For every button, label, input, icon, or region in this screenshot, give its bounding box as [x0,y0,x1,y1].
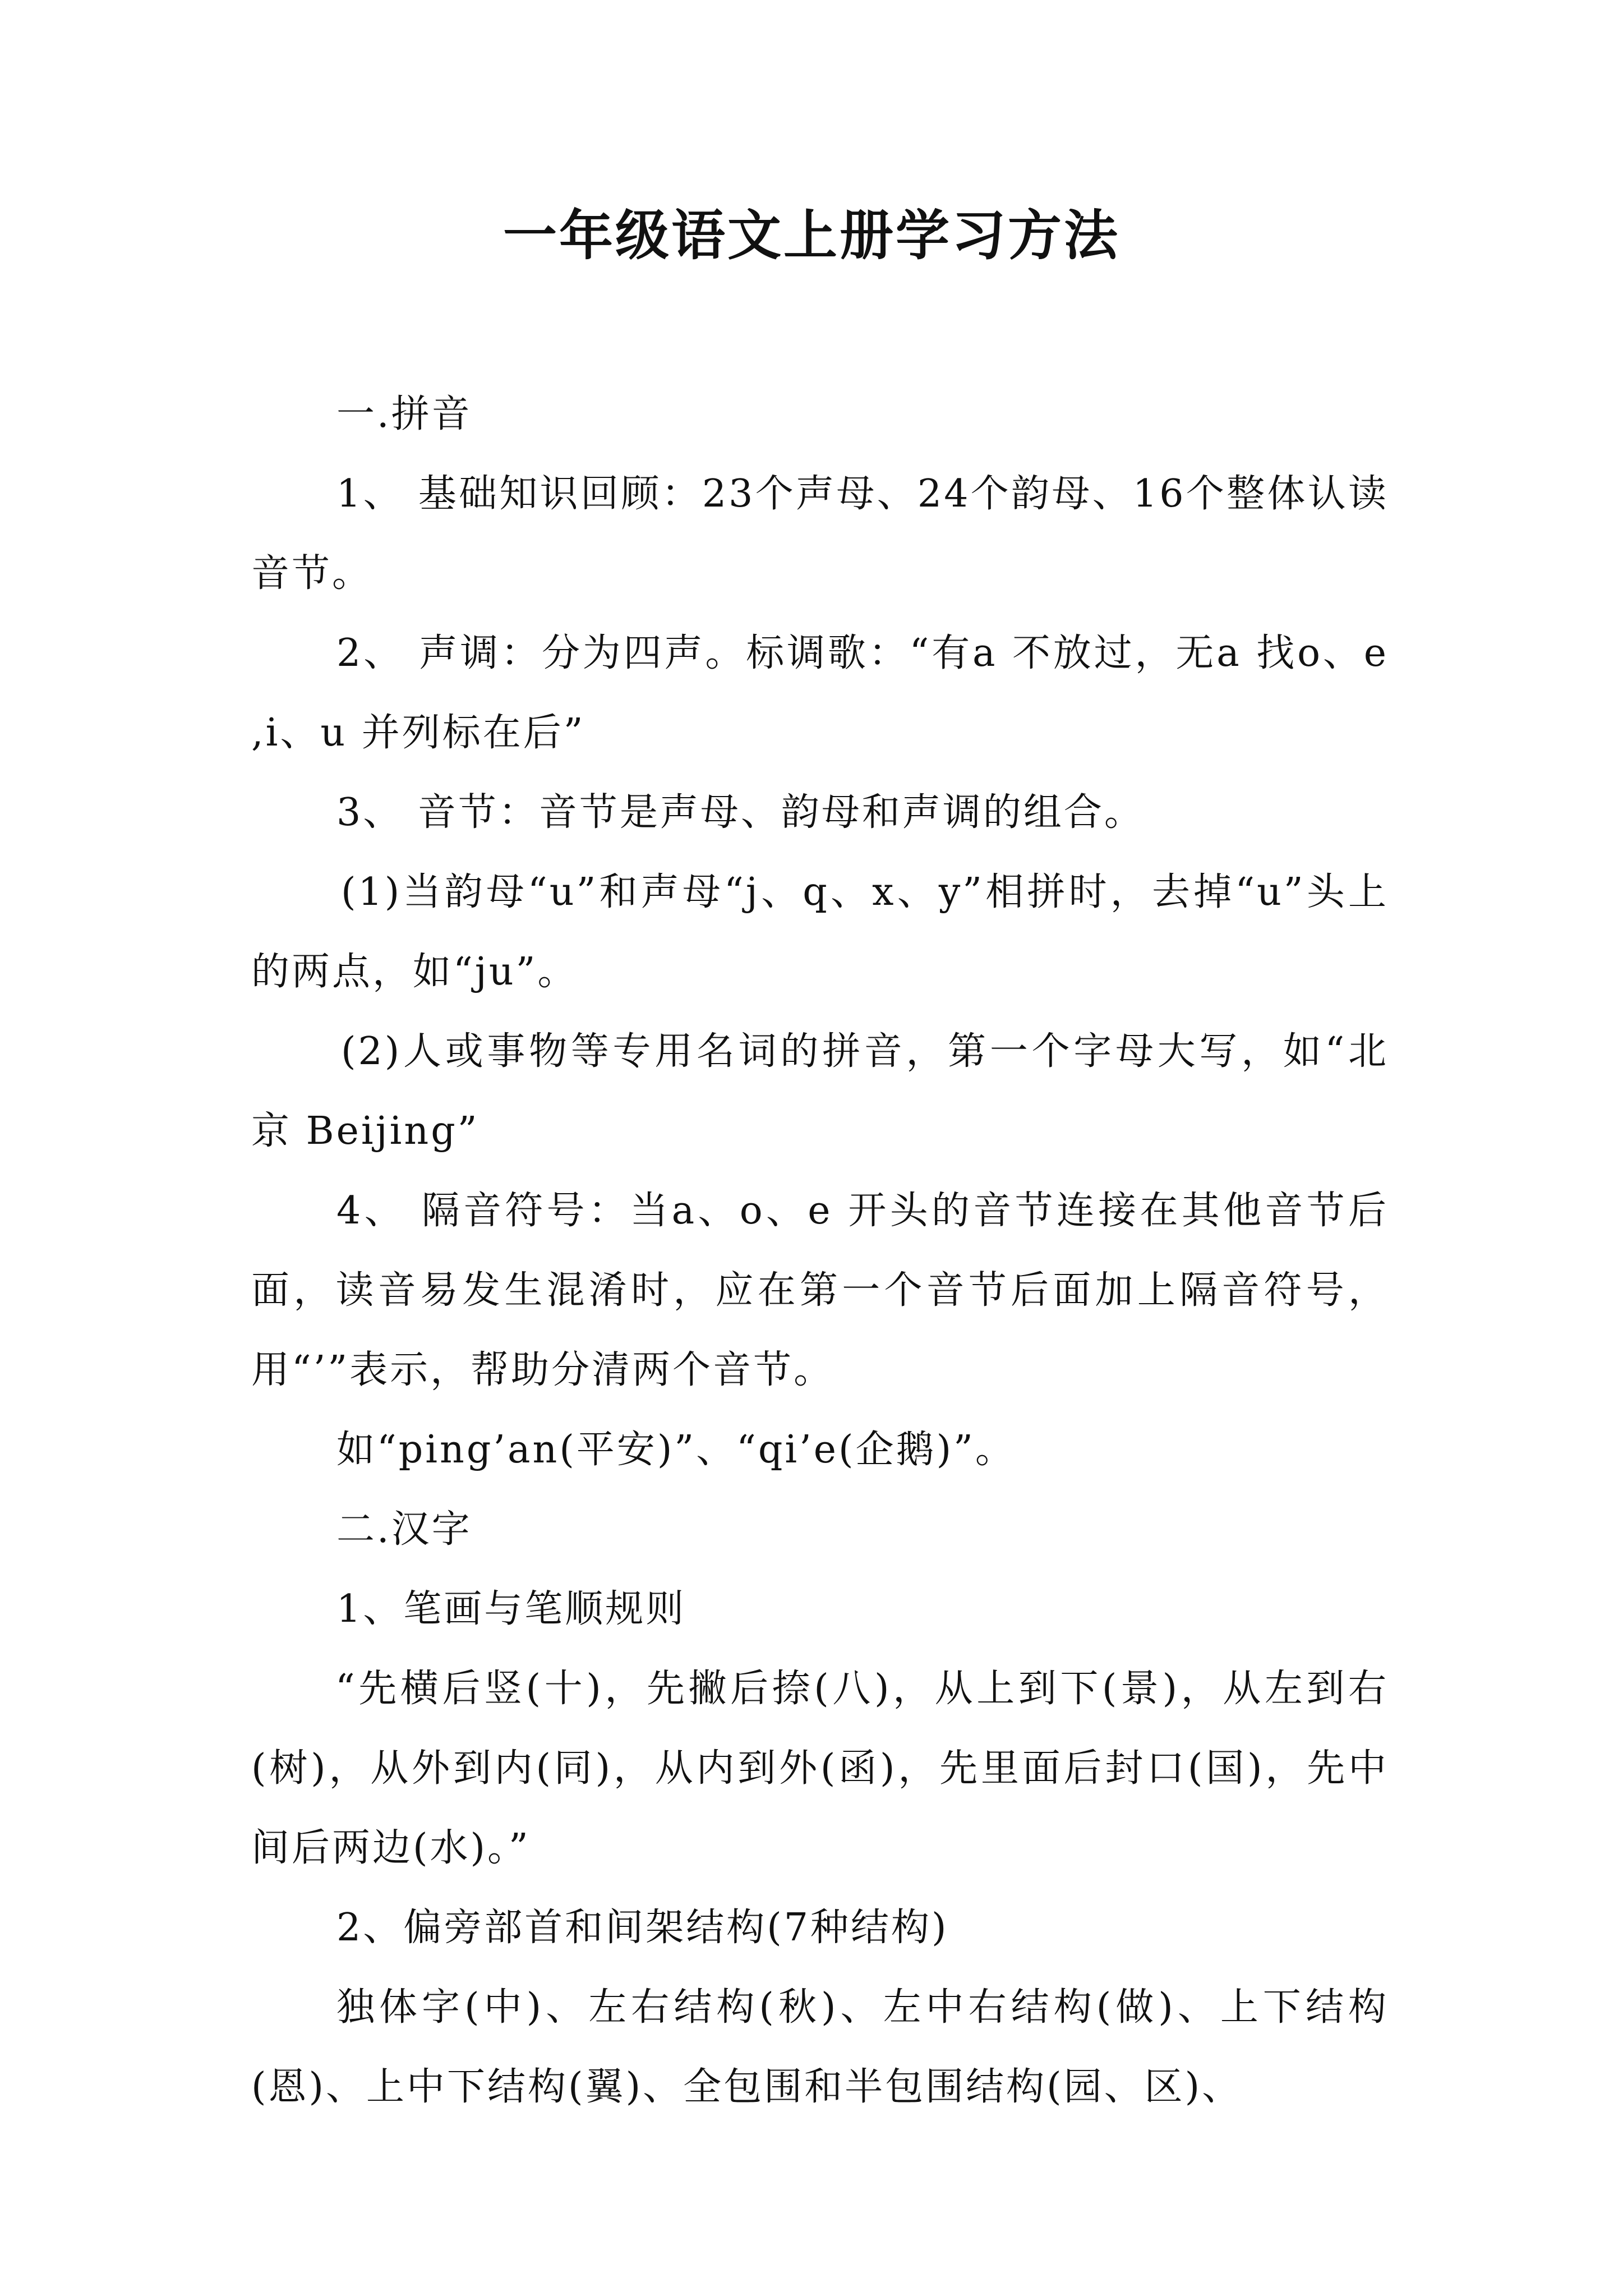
paragraph: 独体字(中)、左右结构(秋)、左中右结构(做)、上下结构(恩)、上中下结构(翼)、全包围和半包围结构(园、区)、 [251,1985,1389,2109]
document-title: 一年级语文上册学习方法 [503,204,1120,267]
paragraph: 1、 基础知识回顾：23个声母、24个韵母、16个整体认读音节。 [251,472,1389,596]
paragraph: 4、 隔音符号：当a、o、e 开头的音节连接在其他音节后面，读音易发生混淆时，应在第一个音节后面加上隔音符号，用“’”表示，帮助分清两个音节。 [251,1189,1389,1392]
paragraph: 如“ping’an(平安)”、“qi’e(企鹅)”。 [336,1428,1016,1472]
document-body [251,375,1389,2127]
paragraph: (1)当韵母“u”和声母“j、q、x、y”相拼时，去掉“u”头上的两点，如“ju”。 [251,870,1389,994]
paragraph: “先横后竖(十)，先撇后捺(八)，从上到下(景)，从左到右(树)，从外到内(同)，从内到外(函)，先里面后封口(国)，先中间后两边(水)。” [251,1667,1389,1870]
section-heading-hanzi: 二.汉字 [336,1507,472,1552]
paragraph: 2、 声调：分为四声。标调歌：“有a 不放过，无a 找o、e ,i、u 并列标在后” [251,631,1389,755]
paragraph: (2)人或事物等专用名词的拼音，第一个字母大写，如“北京 Beijing” [251,1029,1389,1153]
section-heading-pinyin: 一.拼音 [336,392,472,436]
subheading: 2、偏旁部首和间架结构(7种结构) [336,1906,949,1950]
paragraph: 3、 音节：音节是声母、韵母和声调的组合。 [336,790,1145,835]
subheading: 1、笔画与笔顺规则 [336,1587,686,1631]
